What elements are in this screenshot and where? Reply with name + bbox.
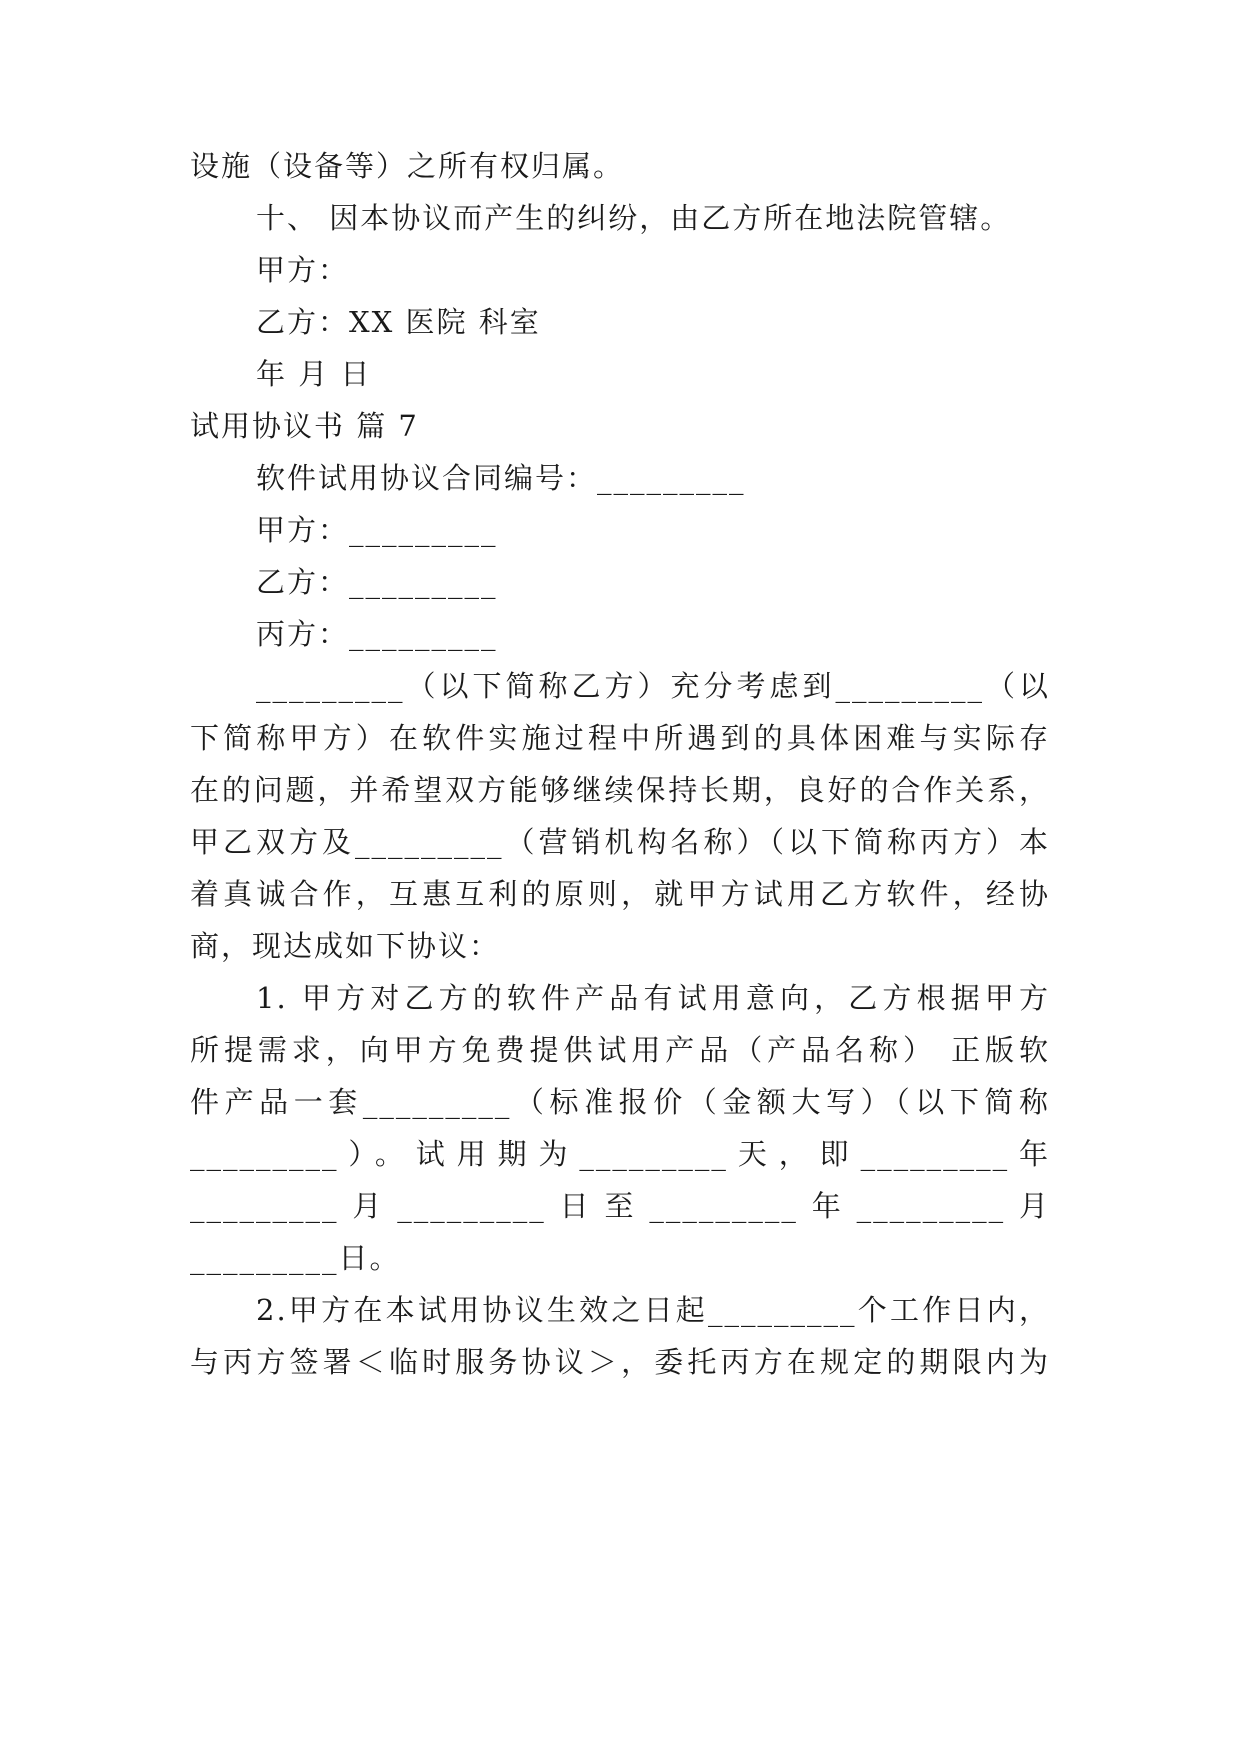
paragraph-line: 甲乙双方及_________（营销机构名称）（以下简称丙方）本 <box>190 825 1050 859</box>
paragraph-line: 在的问题，并希望双方能够继续保持长期，良好的合作关系， <box>190 773 1050 807</box>
text-line: 甲方： <box>256 253 350 287</box>
text-line: 设施（设备等）之所有权归属。 <box>190 149 625 183</box>
text-line: 十、 因本协议而产生的纠纷，由乙方所在地法院管辖。 <box>256 201 1012 235</box>
paragraph-line: 下简称甲方）在软件实施过程中所遇到的具体困难与实际存 <box>190 721 1050 755</box>
clause-line: _________日。 <box>190 1241 401 1275</box>
clause-line: 1. 甲方对乙方的软件产品有试用意向，乙方根据甲方 <box>256 981 1050 1015</box>
clause-line: 所提需求，向甲方免费提供试用产品（产品名称） 正版软 <box>190 1033 1050 1067</box>
contract-number-line: 软件试用协议合同编号：_________ <box>256 461 746 495</box>
clause-line: 与丙方签署＜临时服务协议＞，委托丙方在规定的期限内为 <box>190 1345 1050 1379</box>
date-line: 年 月 日 <box>256 357 372 391</box>
paragraph-line: _________（以下简称乙方）充分考虑到_________（以 <box>256 669 1050 703</box>
party-b-line: 乙方：_________ <box>256 565 498 599</box>
section-title: 试用协议书 篇 7 <box>190 409 419 443</box>
party-c-line: 丙方：_________ <box>256 617 498 651</box>
clause-line: _________）。试用期为_________天，即_________年 <box>190 1137 1050 1171</box>
clause-line: 件产品一套_________（标准报价（金额大写）（以下简称 <box>190 1085 1050 1119</box>
clause-line: 2.甲方在本试用协议生效之日起_________个工作日内， <box>256 1293 1050 1327</box>
party-a-line: 甲方：_________ <box>256 513 498 547</box>
text-line: 乙方：XX 医院 科室 <box>256 305 541 339</box>
paragraph-line: 商，现达成如下协议： <box>190 929 501 963</box>
clause-line: _________月_________日至_________年_________月 <box>190 1189 1050 1223</box>
paragraph-line: 着真诚合作，互惠互利的原则，就甲方试用乙方软件，经协 <box>190 877 1050 911</box>
